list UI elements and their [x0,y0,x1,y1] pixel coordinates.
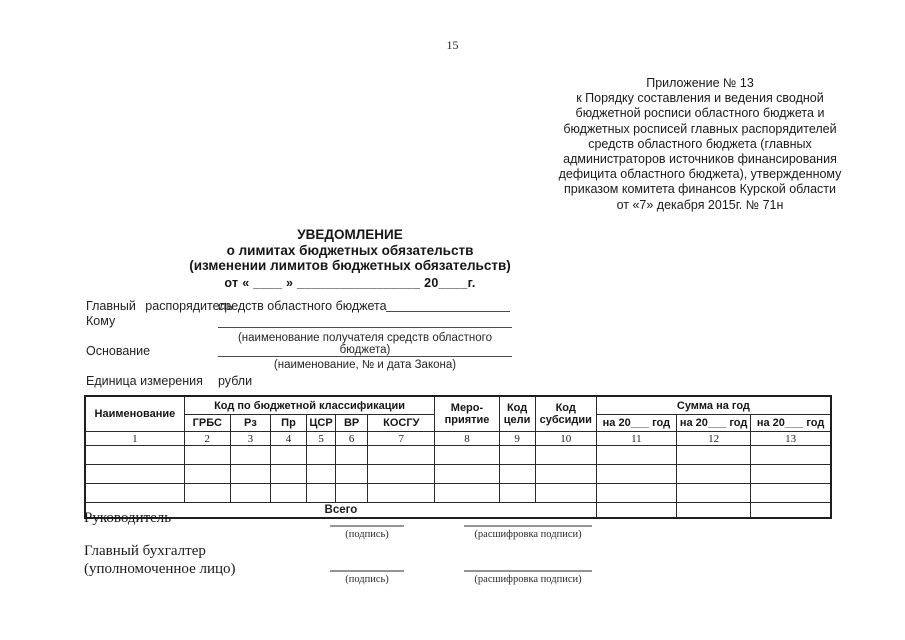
table-empty-row [85,465,831,484]
table-empty-cell [751,484,831,503]
appendix-line: средств областного бюджета (главных [588,136,812,151]
column-number: 5 [307,432,336,446]
doc-date-line: от « ____ » _________________ 20____г. [224,275,476,290]
budget-table [84,395,832,519]
signature-caption-name: (расшифровка подписи) [474,574,582,585]
col-header-name: Наименование [85,396,184,432]
table-empty-cell [85,465,184,484]
doc-title: УВЕДОМЛЕНИЕ [297,227,403,242]
table-empty-cell [435,465,499,484]
col-header-pr: Пр [270,415,306,432]
col-header-grbs: ГРБС [184,415,230,432]
table-empty-cell [677,446,751,465]
table-empty-cell [535,484,596,503]
col-header-goal-code: Код цели [499,396,535,432]
signature-caption-sign: (подпись) [345,529,389,540]
form-label-komu: Кому [86,314,116,328]
table-empty-cell [368,446,435,465]
column-number: 8 [435,432,499,446]
table-empty-cell [499,446,535,465]
appendix-line: от «7» декабря 2015г. № 71н [616,197,784,212]
column-number: 2 [184,432,230,446]
table-total-row [85,503,831,519]
form-caption-basis: (наименование, № и дата Закона) [273,359,457,371]
column-number: 7 [368,432,435,446]
appendix-line: администраторов источников финансирования [563,152,837,167]
total-sum-cell [596,503,676,519]
column-number: 13 [751,432,831,446]
table-empty-cell [184,484,230,503]
appendix-line: приказом комитета финансов Курской области [564,182,836,197]
table-empty-cell [535,465,596,484]
table-empty-cell [677,484,751,503]
col-header-year2: на 20___ год [677,415,751,432]
signature-label-head: Руководитель [84,510,172,526]
column-number-row [85,432,831,446]
form-label-grbs: Главный распорядитель [86,299,233,313]
table-empty-cell [435,484,499,503]
table-empty-row [85,446,831,465]
signature-caption-name: (расшифровка подписи) [474,529,582,540]
table-empty-cell [336,465,368,484]
table-empty-cell [535,446,596,465]
total-sum-cell [677,503,751,519]
page-number: 15 [446,38,459,52]
appendix-note [545,76,855,213]
signature-line [464,570,592,572]
doc-title-block [100,227,600,291]
table-empty-cell [499,465,535,484]
signature-line [330,525,404,527]
form-value-unit: рубли [218,374,253,388]
table-empty-cell [85,446,184,465]
form-label-unit: Единица измерения [86,374,203,388]
col-header-event: Меро-приятие [435,396,499,432]
column-number: 12 [677,432,751,446]
form-caption-komu: (наименование получателя средств областного бюджета) [237,332,493,356]
table-empty-cell [435,446,499,465]
column-number: 11 [596,432,676,446]
total-label-cell: Всего [85,503,596,519]
col-header-year3: на 20___ год [751,415,831,432]
signature-line [464,525,592,527]
form-label-basis: Основание [86,344,151,358]
form-blank-komu [218,315,512,328]
table-empty-cell [184,465,230,484]
form-value-grbs: средств областного бюджета [218,299,387,313]
form-blank-basis [218,344,512,357]
table-empty-cell [751,446,831,465]
col-header-budget-class: Код по бюджетной классификации [184,396,435,415]
table-empty-row [85,484,831,503]
table-empty-cell [596,446,676,465]
table-empty-cell [307,446,336,465]
table-empty-cell [336,484,368,503]
table-empty-cell [184,446,230,465]
table-empty-cell [596,484,676,503]
table-empty-cell [751,465,831,484]
signature-label-accountant-2: (уполномоченное лицо) [84,561,236,577]
col-header-year1: на 20___ год [596,415,676,432]
form-blank-grbs [386,299,510,312]
col-header-csr: ЦСР [307,415,336,432]
col-header-rz: Рз [230,415,270,432]
column-number: 3 [230,432,270,446]
column-number: 4 [270,432,306,446]
col-header-subsidy-code: Код субсидии [535,396,596,432]
table-empty-cell [270,446,306,465]
table-empty-cell [677,465,751,484]
table-empty-cell [270,484,306,503]
table-empty-cell [270,465,306,484]
table-empty-cell [230,484,270,503]
doc-subtitle-2: (изменении лимитов бюджетных обязательств) [189,258,511,273]
table-empty-cell [307,484,336,503]
appendix-line: бюджетной росписи областного бюджета и [575,106,825,121]
col-header-kosgu: КОСГУ [368,415,435,432]
appendix-line: к Порядку составления и ведения сводной [576,91,824,106]
signature-caption-sign: (подпись) [345,574,389,585]
table-empty-cell [230,465,270,484]
table-empty-cell [368,484,435,503]
table-empty-cell [307,465,336,484]
column-number: 9 [499,432,535,446]
table-empty-cell [499,484,535,503]
signature-line [330,570,404,572]
table-empty-rows [85,446,831,503]
column-number: 1 [85,432,184,446]
table-empty-cell [85,484,184,503]
total-sum-cell [751,503,831,519]
column-number: 10 [535,432,596,446]
doc-subtitle-1: о лимитах бюджетных обязательств [226,242,474,258]
column-number: 6 [336,432,368,446]
col-header-vr: ВР [336,415,368,432]
table-empty-cell [230,446,270,465]
appendix-line: дефицита областного бюджета), утвержденному [558,167,842,182]
signature-label-accountant: Главный бухгалтер [84,543,206,559]
table-empty-cell [368,465,435,484]
table-empty-cell [336,446,368,465]
table-empty-cell [596,465,676,484]
appendix-line: Приложение № 13 [646,76,754,90]
col-header-sum: Сумма на год [596,396,831,415]
appendix-line: бюджетных росписей главных распорядителей [563,121,837,136]
